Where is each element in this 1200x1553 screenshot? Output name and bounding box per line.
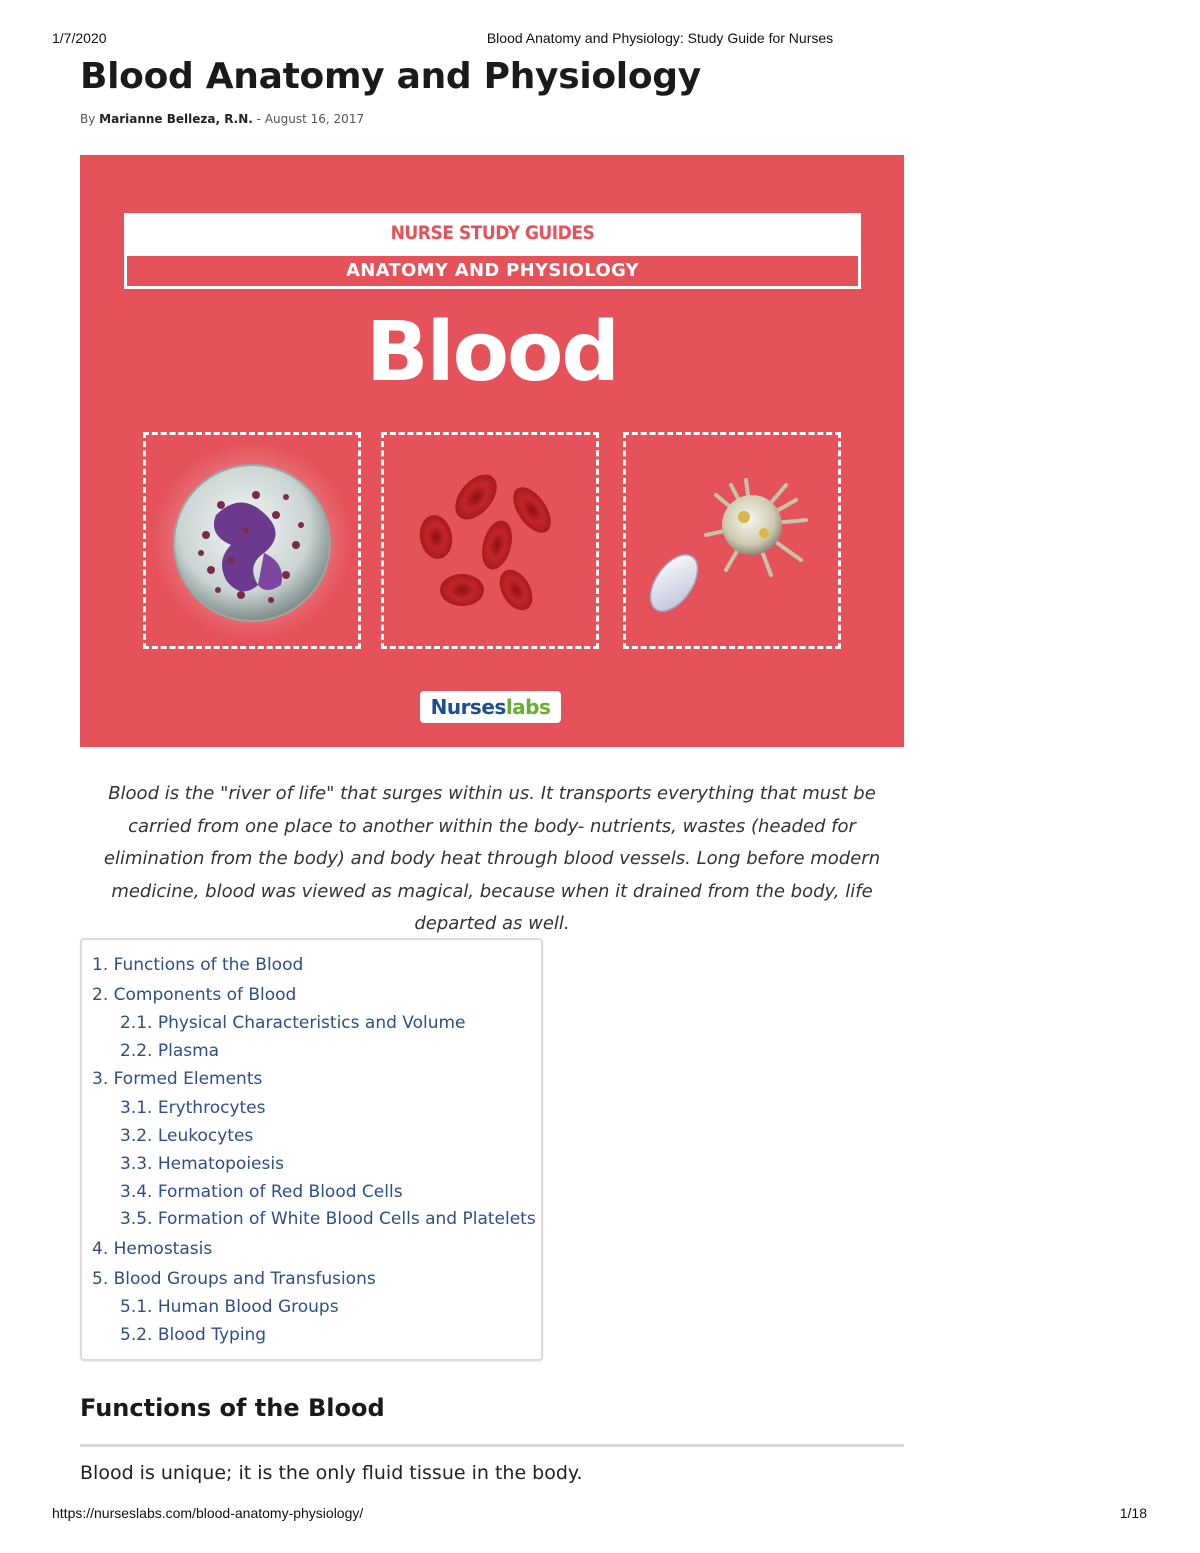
toc-link-physical-characteristics[interactable]: 2.1. Physical Characteristics and Volume — [120, 1013, 466, 1033]
toc-link-blood-groups-transfusions[interactable]: 5. Blood Groups and Transfusions — [92, 1269, 376, 1289]
print-page-number: 1/18 — [1119, 1505, 1147, 1521]
red-blood-cells-illustration — [381, 432, 599, 649]
toc-link-formation-white-blood-cells[interactable]: 3.5. Formation of White Blood Cells and Platelets — [120, 1209, 536, 1229]
toc-link-blood-typing[interactable]: 5.2. Blood Typing — [120, 1325, 267, 1345]
toc-link-formation-red-blood-cells[interactable]: 3.4. Formation of Red Blood Cells — [120, 1182, 403, 1202]
print-document-title: Blood Anatomy and Physiology: Study Guide for Nurses — [486, 30, 834, 46]
toc-link-human-blood-groups[interactable]: 5.1. Human Blood Groups — [120, 1297, 339, 1317]
print-header — [0, 30, 1200, 50]
toc-link-hematopoiesis[interactable]: 3.3. Hematopoiesis — [120, 1154, 284, 1174]
byline — [80, 112, 364, 126]
toc-link-functions-of-blood[interactable]: 1. Functions of the Blood — [92, 955, 304, 975]
toc-link-components-of-blood[interactable]: 2. Components of Blood — [92, 985, 297, 1005]
print-date: 1/7/2020 — [52, 30, 107, 46]
byline-author[interactable]: Marianne Belleza, R.N. — [99, 112, 253, 126]
intro-paragraph: Blood is the "river of life" that surges within us. It transports everything that must be carried from one place to another within the body- nutrients, wastes (headed for elimination from the body) and body heat through blood vessels. Long before modern medicine, blood was viewed as magical, because when it drained from the body, life departed as well. — [103, 783, 881, 934]
toc-link-plasma[interactable]: 2.2. Plasma — [120, 1041, 220, 1061]
toc-link-leukocytes[interactable]: 3.2. Leukocytes — [120, 1126, 254, 1146]
nurseslabs-logo: Nurseslabs — [420, 691, 561, 723]
section-heading-functions: Functions of the Blood — [80, 1394, 385, 1422]
toc-link-erythrocytes[interactable]: 3.1. Erythrocytes — [120, 1098, 266, 1118]
byline-date: August 16, 2017 — [264, 112, 365, 126]
section-divider — [80, 1444, 904, 1447]
table-of-contents — [80, 938, 543, 1361]
white-blood-cell-illustration — [143, 432, 361, 649]
byline-separator: - — [256, 112, 262, 126]
section-body-text: Blood is unique; it is the only fluid tissue in the body. — [80, 1462, 583, 1484]
toc-link-formed-elements[interactable]: 3. Formed Elements — [92, 1069, 263, 1089]
hero-band-anatomy-physiology: ANATOMY AND PHYSIOLOGY — [124, 253, 861, 289]
byline-prefix: By — [80, 112, 96, 126]
hero-title: Blood — [366, 305, 618, 400]
hero-band-nurse-study-guides: NURSE STUDY GUIDES — [124, 213, 861, 253]
platelets-illustration — [623, 432, 841, 649]
print-footer — [0, 1505, 1200, 1525]
print-url: https://nurseslabs.com/blood-anatomy-physiology/ — [52, 1505, 364, 1521]
toc-link-hemostasis[interactable]: 4. Hemostasis — [92, 1239, 213, 1259]
hero-banner-image — [80, 155, 904, 747]
article-title: Blood Anatomy and Physiology — [80, 56, 701, 97]
